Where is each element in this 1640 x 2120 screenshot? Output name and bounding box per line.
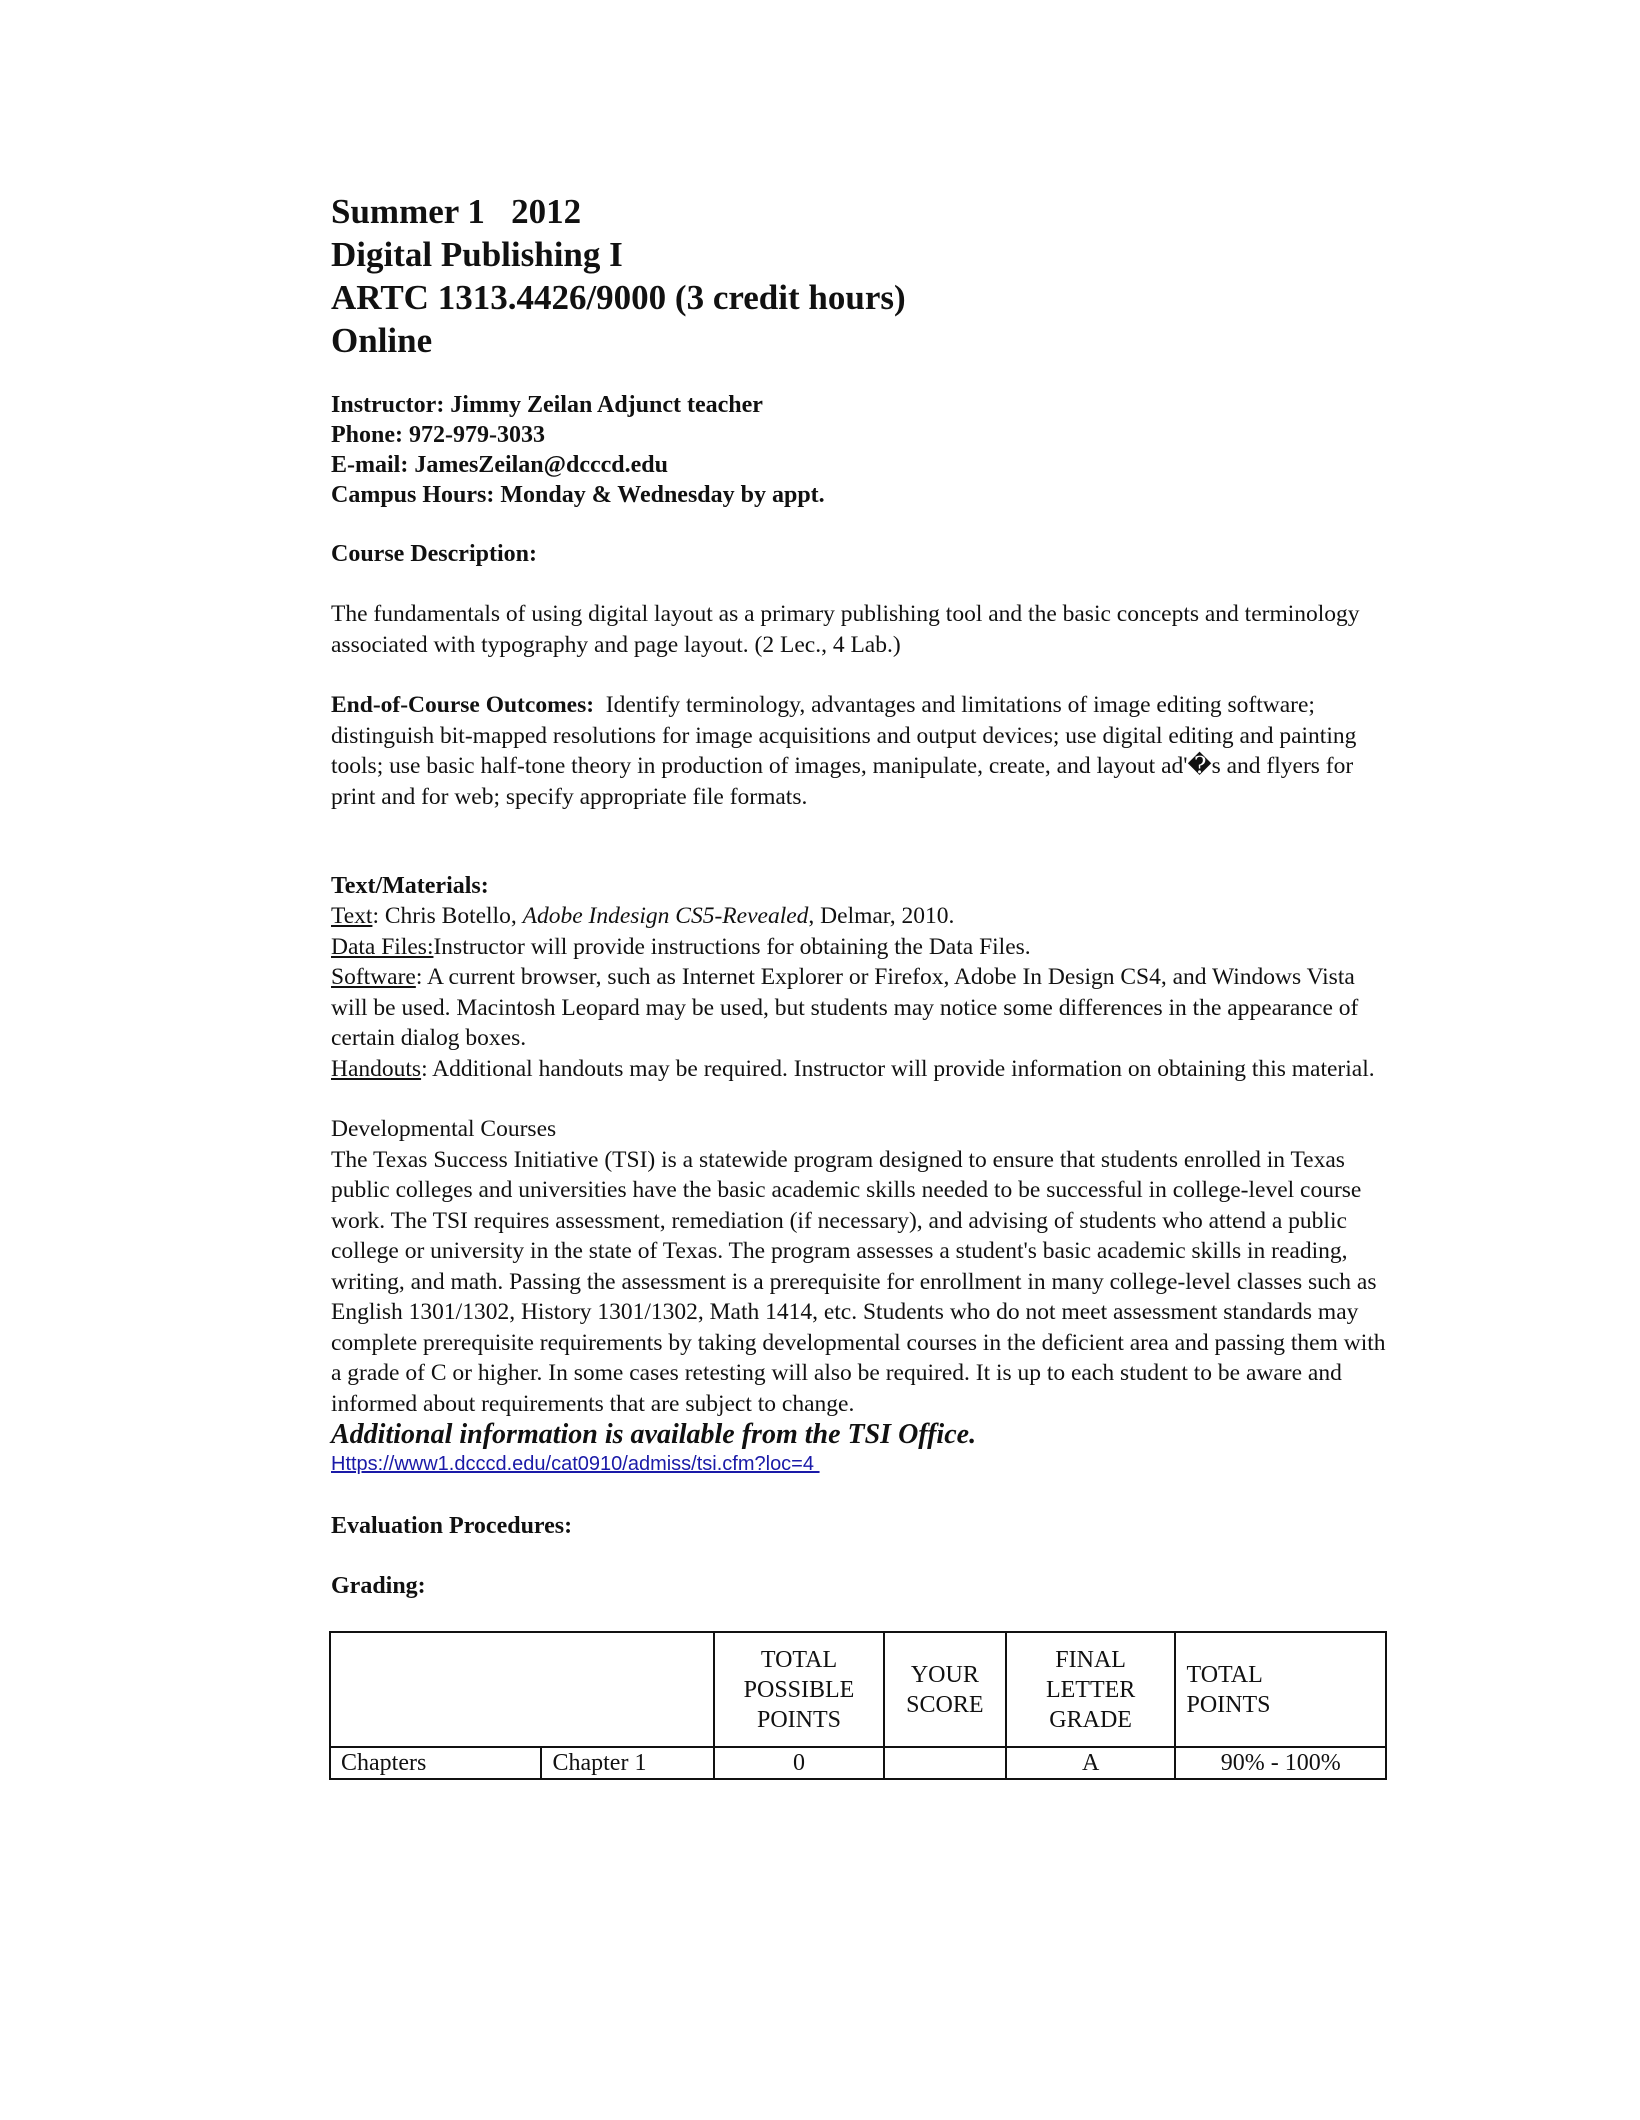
course-title: Digital Publishing I — [331, 235, 623, 274]
materials-text-line — [331, 901, 1391, 932]
text-post: , Delmar, 2010. — [808, 903, 955, 929]
header-total-points — [1175, 1632, 1386, 1747]
header-score-line-1: YOUR — [910, 1661, 979, 1688]
header-letter-line-2: LETTER — [1045, 1676, 1136, 1703]
outcomes-label: End-of-Course Outcomes: — [331, 692, 595, 718]
row-category: Chapters — [330, 1747, 541, 1779]
software-label: Software — [331, 964, 416, 990]
outcomes-paragraph — [331, 690, 1391, 812]
instructor-phone: Phone: 972-979-3033 — [331, 422, 545, 448]
course-description-text: The fundamentals of using digital layout as a primary publishing tool and the basic concepts and terminology associated with typography and page layout. (2 Lec., 4 Lab.) — [331, 601, 1360, 658]
tsi-link[interactable]: Https://www1.dcccd.edu/cat0910/admiss/tsi.cfm?loc=4 — [331, 1453, 820, 1475]
page-content — [331, 190, 1391, 1780]
course-description-heading: Course Description: — [331, 541, 537, 567]
text-pre: : Chris Botello, — [372, 903, 523, 929]
row-letter-grade: A — [1006, 1747, 1176, 1779]
header-total-line-2: POINTS — [1186, 1691, 1271, 1718]
header-letter-line-1: FINAL — [1055, 1646, 1126, 1673]
software-paragraph — [331, 962, 1391, 1054]
row-your-score — [884, 1747, 1006, 1779]
table-row — [330, 1747, 1386, 1779]
header-possible-line-3: POINTS — [756, 1706, 841, 1733]
row-total-points: 90% - 100% — [1175, 1747, 1386, 1779]
instructor-name: Instructor: Jimmy Zeilan Adjunct teacher — [331, 392, 763, 418]
textbook-title: Adobe Indesign CS5-Revealed — [522, 903, 809, 929]
tsi-additional-info: Additional information is available from the TSI Office. — [331, 1419, 977, 1450]
data-files-text: Instructor will provide instructions for obtaining the Data Files. — [433, 933, 1031, 960]
header-blank-cell — [330, 1632, 714, 1747]
handouts-text: : Additional handouts may be required. Instructor will provide information on obtaining this material. — [421, 1055, 1375, 1082]
handouts-label: Handouts — [331, 1055, 422, 1082]
grading-heading: Grading: — [331, 1573, 426, 1599]
header-final-letter-grade — [1006, 1632, 1176, 1747]
course-header — [331, 190, 1391, 362]
developmental-text: The Texas Success Initiative (TSI) is a statewide program designed to ensure that students enrolled in Texas public colleges and universities have the basic academic skills needed to be successful in college-level course work. The TSI requires assessment, remediation (if necessary), and advising of students who attend a public college or university in the state of Texas. The program assesses a student's basic academic skills in reading, writing, and math. Passing the assessment is a prerequisite for enrollment in many college-level classes such as English 1301/1302, History 1301/1302, Math 1414, etc. Students who do not meet assessment standards may complete prerequisite requirements by taking developmental courses in the deficient area and passing them with a grade of C or higher. In some cases retesting will also be required. It is up to each student to be aware and informed about requirements that are subject to change. — [331, 1146, 1386, 1417]
developmental-heading: Developmental Courses — [331, 1116, 557, 1142]
row-item: Chapter 1 — [541, 1747, 714, 1779]
grading-table-header — [330, 1632, 1386, 1747]
row-possible-points: 0 — [714, 1747, 884, 1779]
data-files-label: Data Files: — [331, 933, 434, 960]
header-your-score — [884, 1632, 1006, 1747]
course-code: ARTC 1313.4426/9000 (3 credit hours) — [331, 278, 906, 317]
text-label: Text — [331, 903, 373, 929]
data-files-line — [331, 932, 1391, 963]
instructor-email: E-mail: JamesZeilan@dcccd.edu — [331, 452, 668, 478]
evaluation-heading: Evaluation Procedures: — [331, 1513, 573, 1539]
campus-hours: Campus Hours: Monday & Wednesday by appt. — [331, 482, 825, 508]
header-total-line-1: TOTAL — [1186, 1661, 1263, 1688]
outcomes-text: Identify terminology, advantages and limitations of image editing software; distinguish bit-mapped resolutions for image acquisitions and output devices; use digital editing and painting tools; use basic half-tone theory in production of images, manipulate, create, and layout ad'�s and flyers for print and for web; specify appropriate file formats. — [331, 692, 1357, 810]
header-possible-points — [714, 1632, 884, 1747]
header-letter-line-3: GRADE — [1049, 1706, 1132, 1733]
term-title: Summer 1 2012 — [331, 192, 582, 231]
grading-table — [329, 1631, 1387, 1780]
delivery-mode: Online — [331, 321, 433, 360]
header-possible-line-1: TOTAL — [760, 1646, 838, 1673]
header-score-line-2: SCORE — [906, 1691, 984, 1718]
handouts-paragraph — [331, 1054, 1391, 1085]
software-text: : A current browser, such as Internet Explorer or Firefox, Adobe In Design CS4, and Windows Vista will be used. Macintosh Leopard may be used, but students may notice some differences in the appearance of certain dialog boxes. — [331, 964, 1359, 1051]
header-possible-line-2: POSSIBLE — [743, 1676, 855, 1703]
materials-heading: Text/Materials: — [331, 873, 489, 899]
instructor-info — [331, 390, 1391, 510]
